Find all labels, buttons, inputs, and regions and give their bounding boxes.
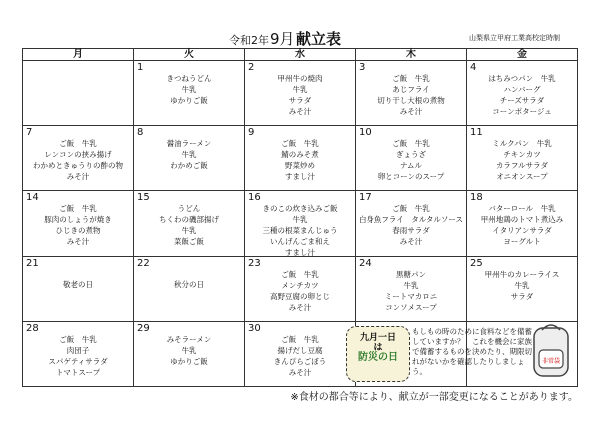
- day-cell: [467, 191, 578, 256]
- day-cell: [134, 191, 245, 256]
- menu-items: [245, 203, 355, 258]
- menu-item: みそ汁: [399, 237, 423, 247]
- menu-item: ご飯 牛乳: [59, 139, 97, 149]
- menu-item: メンチカツ: [281, 280, 319, 290]
- bag-label: 非常袋: [541, 358, 561, 365]
- menu-items: [134, 334, 244, 367]
- menu-item: 揚げだし豆腐: [277, 345, 323, 355]
- day-number: 9: [248, 127, 255, 139]
- menu-item: みそ汁: [66, 172, 90, 182]
- day-number: 28: [26, 322, 39, 334]
- menu-item: みそ汁: [288, 302, 312, 312]
- menu-item: ご飯 牛乳: [59, 334, 97, 344]
- menu-item: サラダ: [288, 96, 312, 105]
- week-row: [23, 61, 578, 126]
- menu-item: スパゲティサラダ: [48, 356, 108, 366]
- menu-item: あじフライ: [392, 85, 430, 94]
- menu-item: チーズサラダ: [499, 96, 545, 105]
- day-number: 29: [137, 322, 150, 334]
- menu-item: コーンポタージュ: [492, 107, 552, 116]
- menu-item: 牛乳: [403, 280, 419, 290]
- menu-items: [245, 138, 355, 182]
- day-number: 11: [470, 127, 483, 139]
- disaster-day-notice: [346, 322, 574, 386]
- day-cell: [23, 126, 134, 191]
- menu-item: ミルクパン 牛乳: [492, 139, 552, 149]
- day-number: 24: [359, 257, 372, 269]
- menu-item: イタリアンサラダ: [492, 226, 552, 236]
- day-cell: [356, 191, 467, 256]
- menu-item: みそ汁: [399, 107, 423, 116]
- menu-item: ご飯 牛乳: [281, 269, 319, 279]
- day-number: 3: [359, 62, 366, 73]
- menu-items: [467, 138, 577, 182]
- holiday-label: 秋分の日: [174, 279, 204, 289]
- menu-items: [23, 334, 133, 378]
- menu-item: ご飯 牛乳: [392, 139, 430, 149]
- day-cell: [23, 61, 134, 126]
- menu-items: [356, 269, 466, 313]
- day-cell: [134, 321, 245, 386]
- day-number: 1: [137, 62, 144, 73]
- menu-items: [23, 138, 133, 182]
- menu-item: ひじきの煮物: [55, 226, 101, 236]
- menu-item: 醤油ラーメン: [166, 139, 212, 149]
- menu-item: ミートマカロニ: [384, 291, 438, 301]
- menu-item: 牛乳: [181, 150, 197, 160]
- menu-item: 高野豆腐の卵とじ: [270, 291, 330, 301]
- day-number: 8: [137, 127, 144, 139]
- day-cell: [245, 256, 356, 321]
- era: 令和2年: [229, 34, 269, 47]
- menu-item: 甲州牛の焼肉: [277, 74, 323, 83]
- day-number: 7: [26, 127, 33, 139]
- notice-text: もしもの時のために食料などを備蓄していますか？ これを機会に家族で備蓄するものを決めたり、期限切れがないかを確認したりしましょう。: [412, 327, 532, 376]
- day-number: 15: [137, 192, 150, 204]
- menu-item: 牛乳: [181, 85, 197, 94]
- menu-items: [467, 269, 577, 302]
- day-number: 21: [26, 257, 39, 269]
- day-cell: [467, 126, 578, 191]
- day-number: 2: [248, 62, 255, 73]
- menu-item: みそ汁: [288, 367, 312, 377]
- menu-item: すまし汁: [285, 248, 315, 258]
- menu-items: [134, 138, 244, 171]
- menu-item: きのこの炊き込みご飯: [262, 204, 338, 214]
- emergency-bag-icon: [530, 320, 572, 380]
- day-cell: [245, 191, 356, 256]
- menu-item: 牛乳: [292, 85, 308, 94]
- badge-line2: 防災の日: [358, 352, 398, 363]
- day-cell: [23, 256, 134, 321]
- day-cell: [245, 321, 356, 386]
- day-number: 18: [470, 192, 483, 204]
- menu-item: いんげんごま和え: [270, 237, 330, 247]
- menu-items: [134, 73, 244, 106]
- menu-item: 牛乳: [181, 345, 197, 355]
- day-cell: [23, 191, 134, 256]
- day-number: 4: [470, 62, 477, 73]
- day-number: 22: [137, 257, 150, 269]
- menu-item: ちくわの磯部揚げ: [159, 215, 219, 225]
- menu-item: きつねうどん: [166, 74, 212, 83]
- menu-item: みそ汁: [288, 107, 312, 116]
- menu-item: 黒糖パン: [396, 269, 426, 279]
- menu-item: 鯖のみそ煮: [281, 150, 319, 160]
- menu-item: わかめときゅうりの酢の物: [33, 161, 123, 171]
- weekday-fri: 金: [467, 49, 578, 61]
- menu-items: [356, 138, 466, 182]
- day-cell: [245, 61, 356, 126]
- menu-item: 切り干し大根の煮物: [377, 96, 445, 105]
- day-cell: [134, 61, 245, 126]
- menu-item: 豚肉のしょうが焼き: [44, 215, 112, 225]
- day-cell: [467, 61, 578, 126]
- menu-item: 甲州牛のカレーライス: [484, 269, 560, 279]
- menu-item: ぎょうざ: [396, 150, 426, 160]
- weekday-header-row: [23, 49, 578, 61]
- week-row: [23, 126, 578, 191]
- menu-item: 肉団子: [66, 345, 90, 355]
- day-number: 25: [470, 257, 483, 269]
- menu-items: [245, 269, 355, 313]
- weekday-tue: 火: [134, 49, 245, 61]
- day-cell: [134, 256, 245, 321]
- day-cell: [467, 256, 578, 321]
- menu-item: 白身魚フライ タルタルソース: [358, 215, 464, 225]
- day-cell: [356, 256, 467, 321]
- menu-item: 春雨サラダ: [392, 226, 430, 236]
- menu-item: 牛乳: [181, 226, 197, 236]
- menu-item: ナムル: [399, 161, 423, 171]
- menu-item: チキンカツ: [503, 150, 541, 160]
- weekday-wed: 水: [245, 49, 356, 61]
- month: 9月: [270, 30, 295, 48]
- menu-item: オニオンスープ: [496, 172, 548, 182]
- day-number: 30: [248, 322, 261, 334]
- menu-items: [467, 203, 577, 247]
- menu-item: 卵とコーンのスープ: [377, 172, 445, 182]
- menu-item: 甲州地鶏のトマト煮込み: [480, 215, 564, 225]
- menu-item: ゆかりご飯: [170, 96, 208, 105]
- footnote: ※食材の都合等により、献立が一部変更になることがあります。: [290, 392, 578, 403]
- menu-items: [134, 203, 244, 247]
- menu-items: [245, 73, 355, 117]
- menu-item: バターロール 牛乳: [488, 204, 556, 214]
- menu-items: [467, 73, 577, 117]
- day-number: 16: [248, 192, 261, 204]
- menu-item: 牛乳: [514, 280, 530, 290]
- menu-item: 牛乳: [292, 215, 308, 225]
- menu-item: 野菜炒め: [285, 161, 315, 171]
- weekday-thu: 木: [356, 49, 467, 61]
- menu-item: カラフルサラダ: [495, 161, 549, 171]
- menu-item: はちみつパン 牛乳: [488, 74, 556, 83]
- day-cell: [356, 61, 467, 126]
- menu-item: ご飯 牛乳: [392, 74, 430, 83]
- menu-item: きんぴらごぼう: [273, 356, 327, 366]
- day-number: 17: [359, 192, 372, 204]
- menu-items: [245, 334, 355, 378]
- menu-item: レンコンの挟み揚げ: [44, 150, 112, 160]
- day-cell: [134, 126, 245, 191]
- menu-item: トマトスープ: [55, 367, 101, 377]
- page-title: 献立表: [296, 30, 342, 48]
- menu-items: [356, 73, 466, 117]
- day-cell: [23, 321, 134, 386]
- menu-item: みそラーメン: [166, 334, 212, 344]
- header: [0, 28, 600, 48]
- menu-item: ご飯 牛乳: [281, 139, 319, 149]
- day-number: 10: [359, 127, 372, 139]
- holiday-label: 敬老の日: [63, 279, 93, 289]
- day-cell: [245, 126, 356, 191]
- day-number: 14: [26, 192, 39, 204]
- menu-items: [356, 203, 466, 247]
- menu-item: うどん: [177, 204, 201, 214]
- menu-item: 三種の根菜まんじゅう: [262, 226, 338, 236]
- school-name: 山梨県立甲府工業高校定時制: [469, 34, 560, 42]
- menu-item: すまし汁: [285, 172, 315, 182]
- day-cell: [356, 126, 467, 191]
- menu-item: 菜飯ご飯: [174, 237, 204, 247]
- menu-item: ご飯 牛乳: [392, 204, 430, 214]
- menu-item: サラダ: [510, 291, 534, 301]
- day-number: 23: [248, 257, 261, 269]
- menu-item: ハンバーグ: [503, 85, 541, 94]
- week-row: [23, 256, 578, 321]
- menu-item: ご飯 牛乳: [59, 204, 97, 214]
- menu-item: ゆかりご飯: [170, 356, 208, 366]
- menu-item: ヨーグルト: [503, 237, 541, 247]
- menu-item: みそ汁: [66, 237, 90, 247]
- menu-item: わかめご飯: [170, 161, 208, 171]
- menu-items: [23, 203, 133, 247]
- disaster-day-badge: [346, 326, 410, 382]
- weekday-mon: 月: [23, 49, 134, 61]
- badge-line1: 九月一日は: [359, 333, 396, 353]
- week-row: [23, 191, 578, 256]
- menu-item: コンソメスープ: [385, 302, 437, 312]
- menu-item: ご飯 牛乳: [281, 334, 319, 344]
